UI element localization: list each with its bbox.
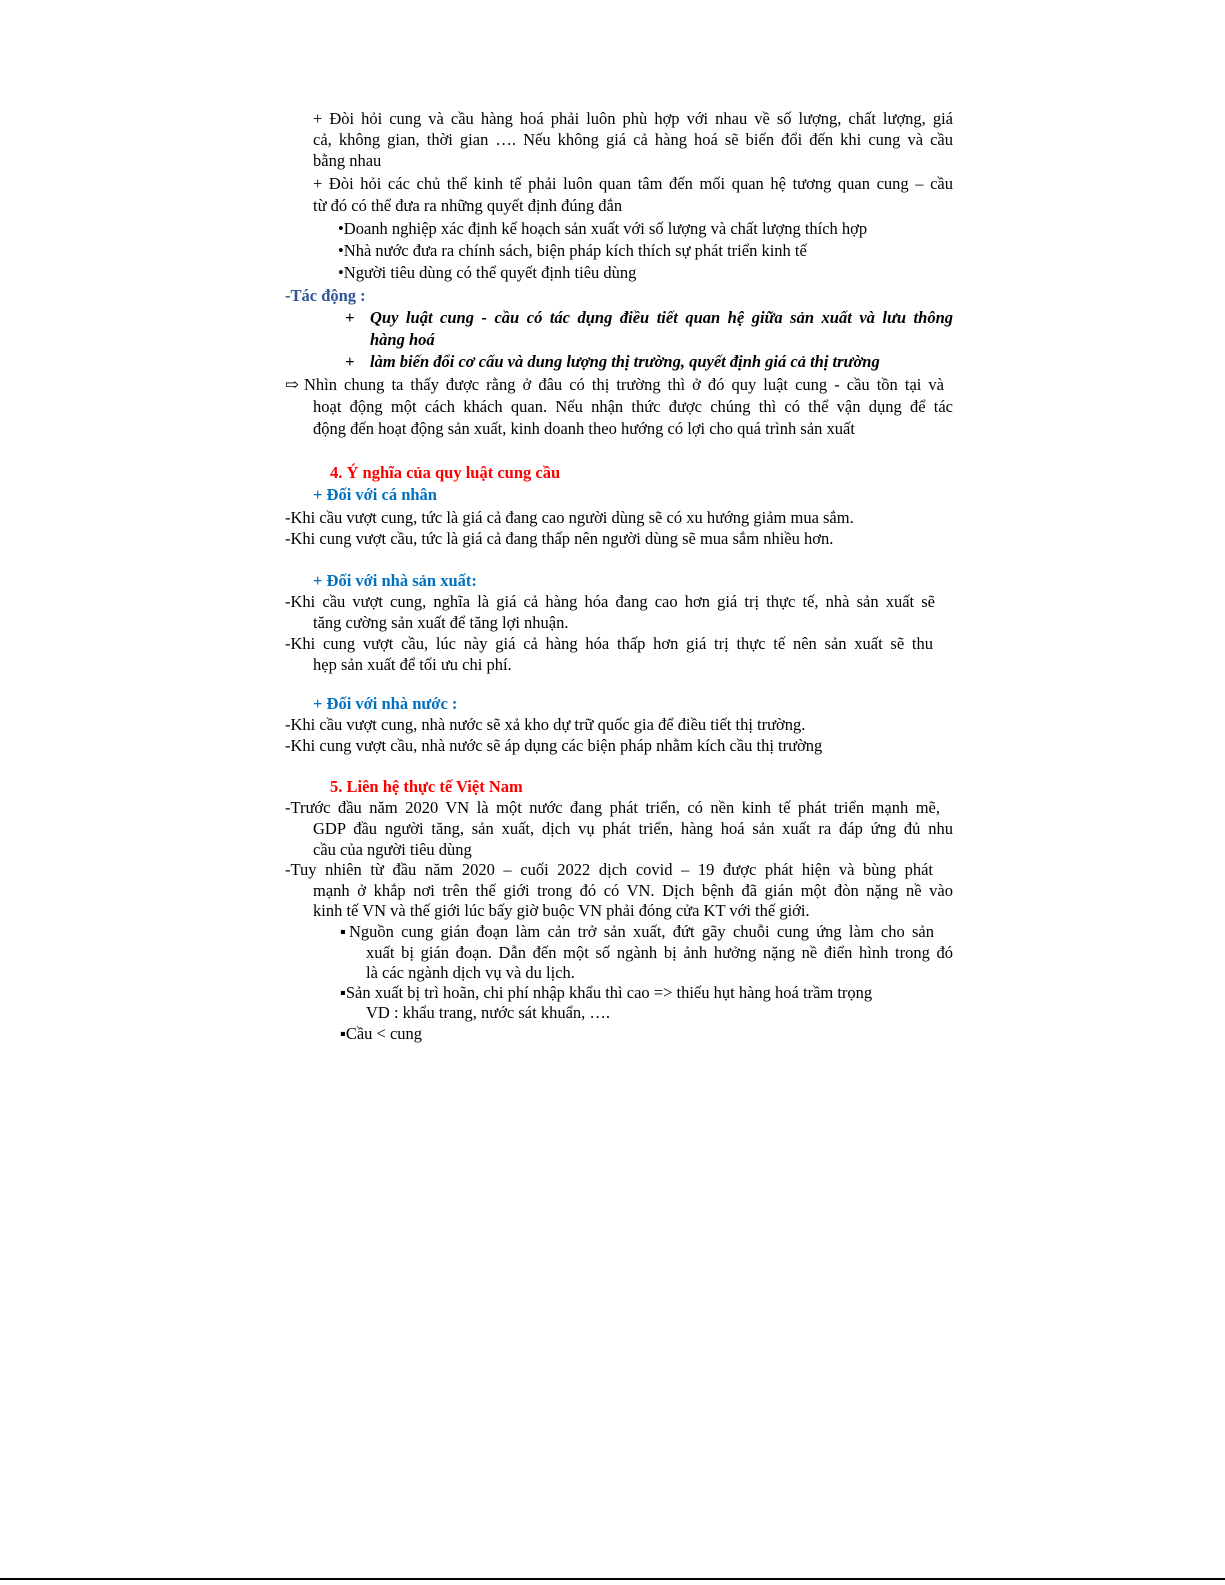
text-line: Nhìn chung ta thấy được rằng ở đâu có thị trường thì ở đó quy luật cung - cầu tồn tại và: [304, 375, 944, 394]
text-line: -Tuy nhiên từ đầu năm 2020 – cuối 2022 dịch covid – 19 được phát hiện và bùng phát: [285, 860, 933, 879]
bullet-item: •Nhà nước đưa ra chính sách, biện pháp kích thích sự phát triển kinh tế: [338, 241, 807, 260]
text-line: hẹp sản xuất để tối ưu chi phí.: [313, 655, 512, 674]
bullet-item: ▪Nguồn cung gián đoạn làm cản trở sản xuất, đứt gãy chuỗi cung ứng làm cho sản: [340, 922, 934, 941]
emphasis-line: Quy luật cung - cầu có tác dụng điều tiết quan hệ giữa sản xuất và lưu thông: [370, 308, 953, 327]
text-line: động đến hoạt động sản xuất, kinh doanh theo hướng có lợi cho quá trình sản xuất: [313, 419, 855, 438]
text-line: từ đó có thể đưa ra những quyết định đúng đắn: [313, 196, 623, 215]
text-line: -Khi cung vượt cầu, tức là giá cả đang thấp nên người dùng sẽ mua sắm nhiều hơn.: [285, 529, 834, 548]
text-line: GDP đầu người tăng, sản xuất, dịch vụ phát triển, hàng hoá sản xuất ra đáp ứng đủ nhu: [313, 819, 953, 838]
bullet-item: ▪Sản xuất bị trì hoãn, chi phí nhập khẩu thì cao => thiếu hụt hàng hoá trầm trọng: [340, 983, 873, 1002]
text-line: kinh tế VN và thế giới lúc bấy giờ buộc VN phải đóng cửa KT với thế giới.: [313, 901, 810, 920]
text-line: cầu của người tiêu dùng: [313, 840, 472, 859]
list-marker: +: [345, 352, 355, 371]
text-line: mạnh ở khắp nơi trên thế giới trong đó có VN. Dịch bệnh đã gián một đòn nặng nề vào: [313, 881, 953, 900]
section-heading-5: 5. Liên hệ thực tế Việt Nam: [330, 777, 523, 796]
text-line: -Khi cầu vượt cung, tức là giá cả đang cao người dùng sẽ có xu hướng giảm mua sắm.: [285, 508, 854, 527]
text-line: -Trước đầu năm 2020 VN là một nước đang phát triển, có nền kinh tế phát triển mạnh mẽ,: [285, 798, 940, 817]
text-line: + Đòi hỏi các chủ thể kinh tế phải luôn quan tâm đến mối quan hệ tương quan cung – cầu: [313, 174, 953, 193]
text-line: + Đòi hỏi cung và cầu hàng hoá phải luôn phù hợp với nhau về số lượng, chất lượng, giá: [313, 109, 953, 128]
subheading-tac-dong: -Tác động :: [285, 286, 366, 305]
emphasis-line: làm biến đổi cơ cấu và dung lượng thị trường, quyết định giá cả thị trường: [370, 352, 880, 371]
text-line: cả, không gian, thời gian …. Nếu không giá cả hàng hoá sẽ biến đổi đến khi cung và cầu: [313, 130, 953, 149]
bullet-item: •Doanh nghiệp xác định kế hoạch sản xuất với số lượng và chất lượng thích hợp: [338, 219, 868, 238]
text-line: là các ngành dịch vụ và du lịch.: [366, 963, 575, 982]
text-line: -Khi cung vượt cầu, nhà nước sẽ áp dụng các biện pháp nhằm kích cầu thị trường: [285, 736, 823, 755]
subheading-nha-nuoc: + Đối với nhà nước :: [313, 694, 458, 713]
list-marker: +: [345, 308, 355, 327]
bullet-item: •Người tiêu dùng có thể quyết định tiêu dùng: [338, 263, 637, 282]
text-line: -Khi cầu vượt cung, nghĩa là giá cả hàng hóa đang cao hơn giá trị thực tế, nhà sản xuất sẽ: [285, 592, 935, 611]
text-line: tăng cường sản xuất để tăng lợi nhuận.: [313, 613, 569, 632]
arrow-icon: ⇨: [285, 375, 299, 394]
section-heading-4: 4. Ý nghĩa của quy luật cung cầu: [330, 463, 561, 482]
subheading-nha-san-xuat: + Đối với nhà sản xuất:: [313, 571, 477, 590]
text-line: bằng nhau: [313, 151, 382, 170]
bullet-item: ▪Cầu < cung: [340, 1024, 423, 1043]
bottom-border: [0, 1578, 1225, 1580]
text-line: -Khi cầu vượt cung, nhà nước sẽ xả kho dự trữ quốc gia để điều tiết thị trường.: [285, 715, 806, 734]
emphasis-line: hàng hoá: [370, 330, 435, 349]
text-line: hoạt động một cách khách quan. Nếu nhận thức được chúng thì có thể vận dụng để tác: [313, 397, 953, 416]
subheading-ca-nhan: + Đối với cá nhân: [313, 485, 437, 504]
text-line: VD : khẩu trang, nước sát khuẩn, ….: [366, 1003, 611, 1022]
text-line: xuất bị gián đoạn. Dẫn đến một số ngành bị ảnh hưởng nặng nề điển hình trong đó: [366, 943, 953, 962]
text-line: -Khi cung vượt cầu, lúc này giá cả hàng hóa thấp hơn giá trị thực tế nên sản xuất sẽ thu: [285, 634, 933, 653]
